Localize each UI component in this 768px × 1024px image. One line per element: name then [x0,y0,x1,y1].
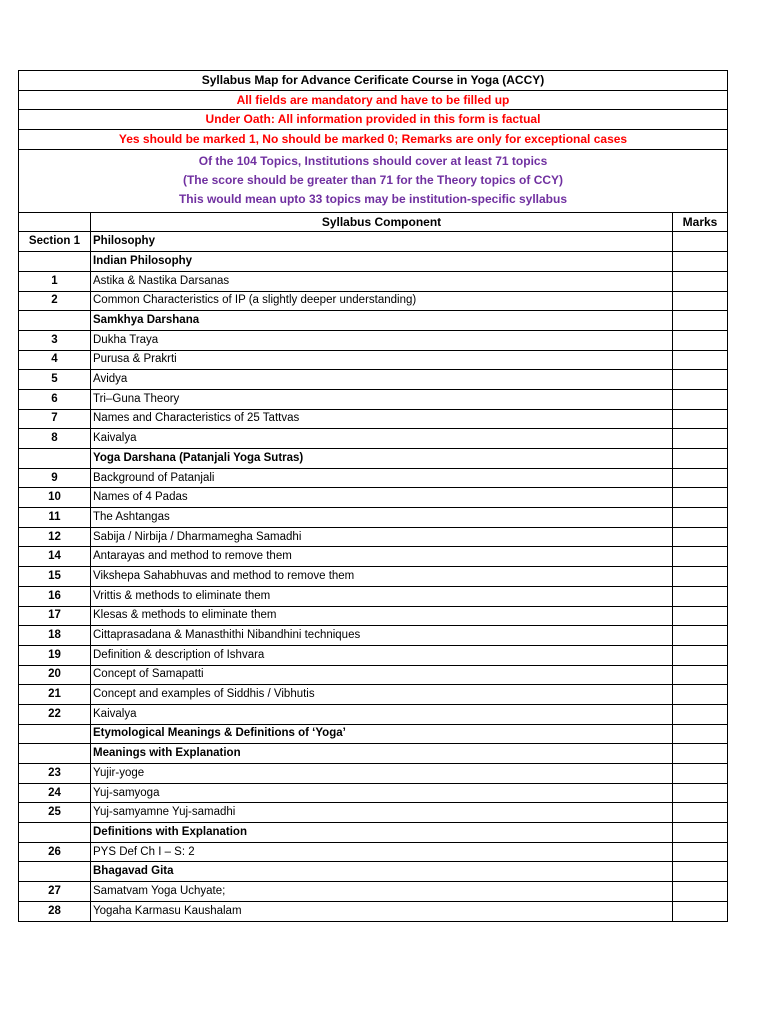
topic-number: 1 [19,271,91,291]
topic-row [19,842,728,862]
topic-number: 12 [19,527,91,547]
section-heading-row [19,232,728,252]
topic-number: 21 [19,685,91,705]
topic-row [19,586,728,606]
marks-cell[interactable] [673,842,728,862]
topic-row [19,350,728,370]
topic-number: 19 [19,645,91,665]
topic-name: Dukha Traya [91,330,673,350]
topic-name: Concept and examples of Siddhis / Vibhutis [91,685,673,705]
marks-cell[interactable] [673,370,728,390]
marks-cell[interactable] [673,567,728,587]
topic-name: Vikshepa Sahabhuvas and method to remove them [91,567,673,587]
marks-cell[interactable] [673,862,728,882]
topic-number [19,862,91,882]
section-heading-row [19,252,728,272]
section-heading: Yoga Darshana (Patanjali Yoga Sutras) [91,449,673,469]
marks-cell[interactable] [673,468,728,488]
component-column-header: Syllabus Component [91,212,673,232]
topic-row [19,665,728,685]
topic-number: 10 [19,488,91,508]
notice-row [19,90,728,110]
topic-row [19,645,728,665]
topic-name: Cittaprasadana & Manasthithi Nibandhini techniques [91,626,673,646]
topic-name: Names and Characteristics of 25 Tattvas [91,409,673,429]
topic-number: 3 [19,330,91,350]
topic-number: 25 [19,803,91,823]
topic-number: 18 [19,626,91,646]
topic-name: Sabija / Nirbija / Dharmamegha Samadhi [91,527,673,547]
topic-row [19,488,728,508]
topic-row [19,803,728,823]
topic-number: 24 [19,783,91,803]
topic-row [19,429,728,449]
marks-cell[interactable] [673,429,728,449]
topic-number [19,724,91,744]
topic-name: Klesas & methods to eliminate them [91,606,673,626]
topic-row [19,606,728,626]
topic-name: PYS Def Ch I – S: 2 [91,842,673,862]
marks-cell[interactable] [673,330,728,350]
notice-row [19,130,728,150]
topic-number: 26 [19,842,91,862]
marks-cell[interactable] [673,744,728,764]
coverage-notice-row [19,149,728,212]
topic-number: 23 [19,764,91,784]
marks-cell[interactable] [673,449,728,469]
topic-number [19,823,91,843]
topic-name: Vrittis & methods to eliminate them [91,586,673,606]
syllabus-table [18,70,728,922]
section-heading: Bhagavad Gita [91,862,673,882]
number-column-header [19,212,91,232]
marks-cell[interactable] [673,823,728,843]
topic-number: 9 [19,468,91,488]
sheet-title: Syllabus Map for Advance Cerificate Course in Yoga (ACCY) [19,71,728,91]
marks-cell[interactable] [673,606,728,626]
notice-oath: Under Oath: All information provided in this form is factual [19,110,728,130]
topic-row [19,527,728,547]
marks-cell[interactable] [673,389,728,409]
topic-name: Yuj-samyamne Yuj-samadhi [91,803,673,823]
topic-name: Names of 4 Padas [91,488,673,508]
notice-row [19,110,728,130]
topic-number [19,252,91,272]
topic-name: Kaivalya [91,429,673,449]
topic-number: 22 [19,704,91,724]
topic-name: Definition & description of Ishvara [91,645,673,665]
topic-name: Common Characteristics of IP (a slightly deeper understanding) [91,291,673,311]
marks-cell[interactable] [673,350,728,370]
topic-row [19,468,728,488]
section-heading: Definitions with Explanation [91,823,673,843]
marks-cell[interactable] [673,547,728,567]
title-row [19,71,728,91]
topic-number: 28 [19,901,91,921]
coverage-line-2: (The score should be greater than 71 for the Theory topics of CCY) [182,173,564,188]
topic-row [19,389,728,409]
topic-number: 14 [19,547,91,567]
topic-row [19,704,728,724]
topic-name: Antarayas and method to remove them [91,547,673,567]
topic-name: Astika & Nastika Darsanas [91,271,673,291]
topic-number: 8 [19,429,91,449]
notice-marking: Yes should be marked 1, No should be marked 0; Remarks are only for exceptional cases [19,130,728,150]
marks-cell[interactable] [673,527,728,547]
topic-row [19,547,728,567]
topic-name: The Ashtangas [91,508,673,528]
marks-cell[interactable] [673,626,728,646]
topic-name: Yujir-yoge [91,764,673,784]
section-heading: Samkhya Darshana [91,311,673,331]
marks-cell[interactable] [673,409,728,429]
coverage-line-3: This would mean upto 33 topics may be institution-specific syllabus [178,192,568,207]
topic-name: Tri–Guna Theory [91,389,673,409]
topic-name: Purusa & Prakrti [91,350,673,370]
topic-number [19,744,91,764]
topic-number: 6 [19,389,91,409]
topic-row [19,567,728,587]
topic-number: Section 1 [19,232,91,252]
section-heading: Etymological Meanings & Definitions of ‘Yoga’ [91,724,673,744]
topic-number: 7 [19,409,91,429]
section-heading-row [19,744,728,764]
coverage-notice [19,149,728,212]
topic-number: 27 [19,882,91,902]
topic-name: Avidya [91,370,673,390]
topic-number: 16 [19,586,91,606]
topic-number: 15 [19,567,91,587]
topic-name: Yogaha Karmasu Kaushalam [91,901,673,921]
marks-cell[interactable] [673,803,728,823]
section-heading: Meanings with Explanation [91,744,673,764]
topic-row [19,409,728,429]
topic-row [19,901,728,921]
marks-cell[interactable] [673,645,728,665]
section-heading-row [19,724,728,744]
marks-cell[interactable] [673,685,728,705]
topic-row [19,508,728,528]
marks-cell[interactable] [673,252,728,272]
topic-row [19,330,728,350]
section-heading-row [19,311,728,331]
section-heading-row [19,449,728,469]
topic-number: 5 [19,370,91,390]
topic-number: 11 [19,508,91,528]
marks-column-header: Marks [673,212,728,232]
marks-cell[interactable] [673,271,728,291]
syllabus-sheet [18,70,727,922]
notice-mandatory: All fields are mandatory and have to be filled up [19,90,728,110]
marks-cell[interactable] [673,586,728,606]
topic-row [19,764,728,784]
topic-number: 20 [19,665,91,685]
marks-cell[interactable] [673,764,728,784]
topic-row [19,626,728,646]
marks-cell[interactable] [673,488,728,508]
coverage-line-1: Of the 104 Topics, Institutions should cover at least 71 topics [198,154,548,169]
topic-number: 2 [19,291,91,311]
marks-cell[interactable] [673,783,728,803]
section-heading-row [19,823,728,843]
topic-row [19,783,728,803]
topic-number: 17 [19,606,91,626]
section-heading-row [19,862,728,882]
marks-cell[interactable] [673,291,728,311]
section-heading: Indian Philosophy [91,252,673,272]
marks-cell[interactable] [673,665,728,685]
column-header-row [19,212,728,232]
topic-number [19,311,91,331]
section-heading: Philosophy [91,232,673,252]
topic-name: Yuj-samyoga [91,783,673,803]
marks-cell[interactable] [673,882,728,902]
marks-cell[interactable] [673,508,728,528]
topic-number [19,449,91,469]
topic-name: Background of Patanjali [91,468,673,488]
topic-name: Kaivalya [91,704,673,724]
topic-name: Concept of Samapatti [91,665,673,685]
marks-cell[interactable] [673,724,728,744]
topic-row [19,291,728,311]
marks-cell[interactable] [673,311,728,331]
topic-name: Samatvam Yoga Uchyate; [91,882,673,902]
topic-row [19,685,728,705]
marks-cell[interactable] [673,232,728,252]
marks-cell[interactable] [673,704,728,724]
topic-row [19,882,728,902]
topic-row [19,271,728,291]
topic-row [19,370,728,390]
topic-number: 4 [19,350,91,370]
marks-cell[interactable] [673,901,728,921]
